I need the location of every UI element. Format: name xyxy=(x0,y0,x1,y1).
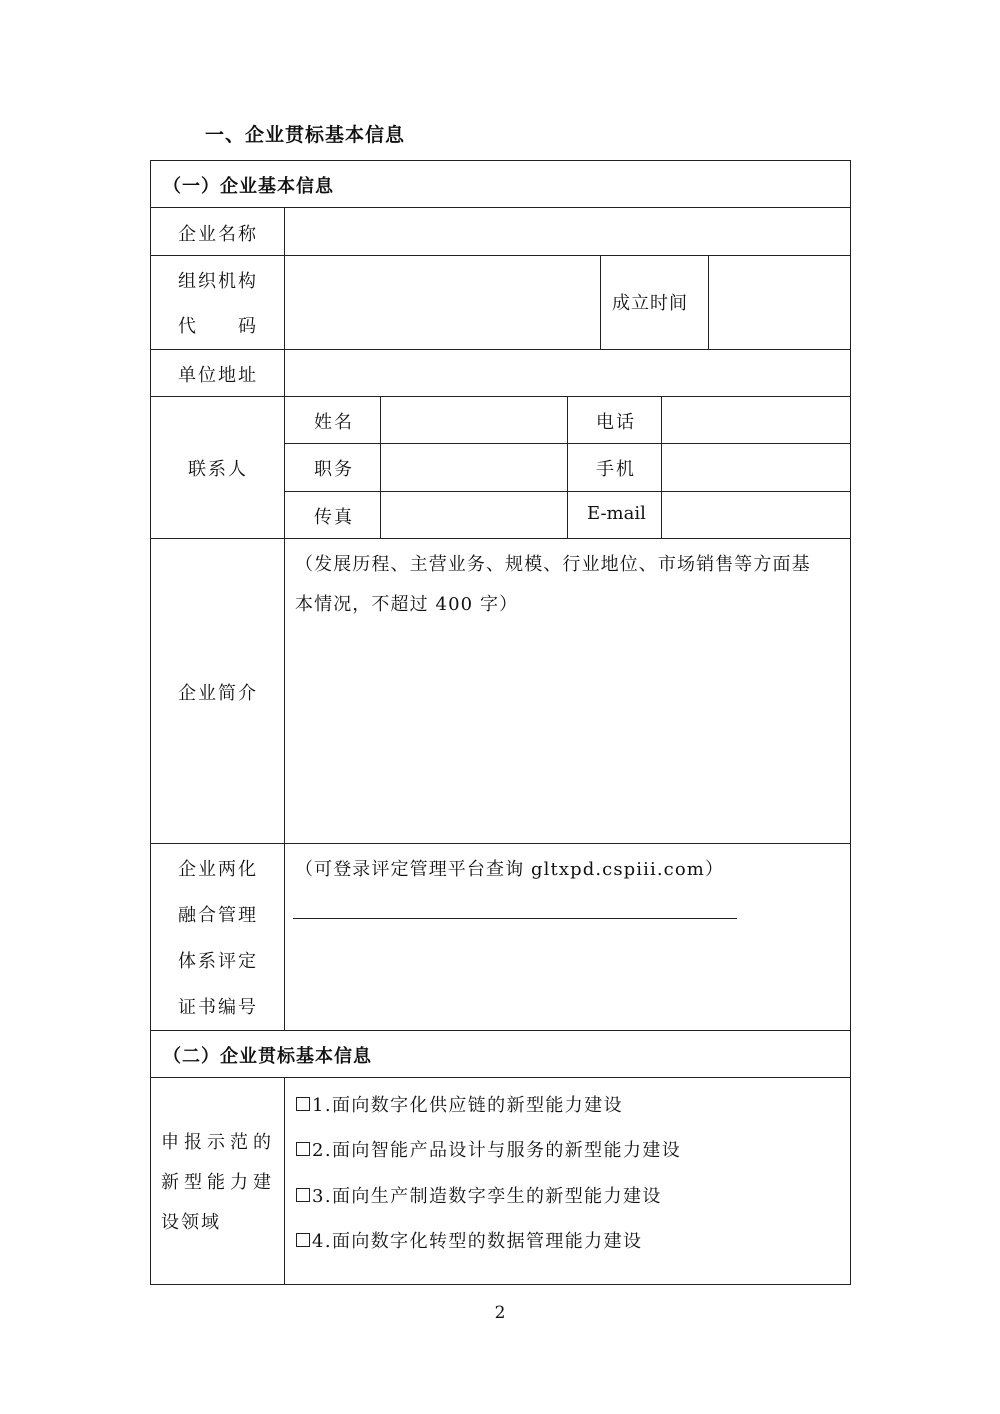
contact-fax-field[interactable] xyxy=(380,491,568,539)
contact-label: 联系人 xyxy=(188,459,248,480)
domain-option-2-label: 2.面向智能产品设计与服务的新型能力建设 xyxy=(312,1140,682,1161)
address-label: 单位地址 xyxy=(178,365,258,386)
domain-option-3[interactable] xyxy=(296,1182,662,1208)
domain-option-1[interactable] xyxy=(296,1091,623,1117)
address-label-cell xyxy=(150,349,285,397)
page-heading: 一、企业贯标基本信息 xyxy=(205,124,406,146)
contact-mobile-field[interactable] xyxy=(661,443,851,492)
contact-title-field[interactable] xyxy=(380,443,568,492)
cert-label-line3: 体系评定 xyxy=(178,951,258,972)
contact-email-label: E-mail xyxy=(587,503,646,524)
domain-option-1-label: 1.面向数字化供应链的新型能力建设 xyxy=(312,1095,623,1116)
contact-email-label-cell xyxy=(567,491,662,539)
section1-title: （一）企业基本信息 xyxy=(163,176,334,197)
profile-field[interactable] xyxy=(284,538,851,844)
contact-name-field[interactable] xyxy=(380,396,568,444)
cert-label-line1: 企业两化 xyxy=(178,859,258,880)
profile-hint-line1: （发展历程、主营业务、规模、行业地位、市场销售等方面基 xyxy=(295,554,811,575)
company-name-label-cell xyxy=(150,207,285,256)
contact-phone-label: 电话 xyxy=(596,412,636,433)
checkbox-icon[interactable] xyxy=(296,1188,310,1202)
contact-phone-field[interactable] xyxy=(661,396,851,444)
section2-title: （二）企业贯标基本信息 xyxy=(163,1046,372,1067)
domain-options-cell xyxy=(284,1077,851,1285)
cert-hint: （可登录评定管理平台查询 gltxpd.cspiii.com） xyxy=(295,859,725,880)
contact-fax-label-cell xyxy=(284,491,381,539)
checkbox-icon[interactable] xyxy=(296,1233,310,1247)
company-name-field[interactable] xyxy=(284,207,851,256)
contact-label-cell xyxy=(150,396,285,539)
contact-name-label: 姓名 xyxy=(314,412,354,433)
profile-label: 企业简介 xyxy=(178,683,258,704)
contact-phone-label-cell xyxy=(567,396,662,444)
domain-option-3-label: 3.面向生产制造数字孪生的新型能力建设 xyxy=(312,1186,662,1207)
cert-field[interactable] xyxy=(284,843,851,1031)
domain-label-line1: 申报示范的 xyxy=(161,1132,276,1153)
domain-label-line3: 设领域 xyxy=(161,1212,221,1233)
profile-label-cell xyxy=(150,538,285,844)
org-code-label-line1: 组织机构 xyxy=(178,271,258,292)
cert-label-line4: 证书编号 xyxy=(178,997,258,1018)
contact-mobile-label: 手机 xyxy=(596,459,636,480)
founded-label-cell xyxy=(600,255,709,350)
contact-mobile-label-cell xyxy=(567,443,662,492)
domain-label-cell xyxy=(150,1077,285,1285)
profile-hint-line2: 本情况，不超过 400 字） xyxy=(295,594,519,615)
contact-title-label-cell xyxy=(284,443,381,492)
domain-option-4-label: 4.面向数字化转型的数据管理能力建设 xyxy=(312,1231,643,1252)
cert-label-line2: 融合管理 xyxy=(178,905,258,926)
page-number: 2 xyxy=(494,1303,506,1323)
section2-title-cell xyxy=(150,1030,851,1078)
org-code-label-line2: 代 码 xyxy=(178,316,258,337)
org-code-field[interactable] xyxy=(284,255,601,350)
contact-name-label-cell xyxy=(284,396,381,444)
contact-email-field[interactable] xyxy=(661,491,851,539)
checkbox-icon[interactable] xyxy=(296,1097,310,1111)
founded-label: 成立时间 xyxy=(612,293,688,314)
domain-option-2[interactable] xyxy=(296,1136,681,1162)
founded-field[interactable] xyxy=(708,255,851,350)
company-name-label: 企业名称 xyxy=(178,224,258,245)
cert-underline xyxy=(293,918,737,919)
contact-fax-label: 传真 xyxy=(314,507,354,528)
section1-title-cell xyxy=(150,160,851,208)
org-code-label-cell xyxy=(150,255,285,350)
cert-label-cell xyxy=(150,843,285,1031)
domain-option-4[interactable] xyxy=(296,1227,642,1253)
checkbox-icon[interactable] xyxy=(296,1142,310,1156)
domain-label-line2: 新型能力建 xyxy=(161,1172,276,1193)
address-field[interactable] xyxy=(284,349,851,397)
contact-title-label: 职务 xyxy=(314,459,354,480)
